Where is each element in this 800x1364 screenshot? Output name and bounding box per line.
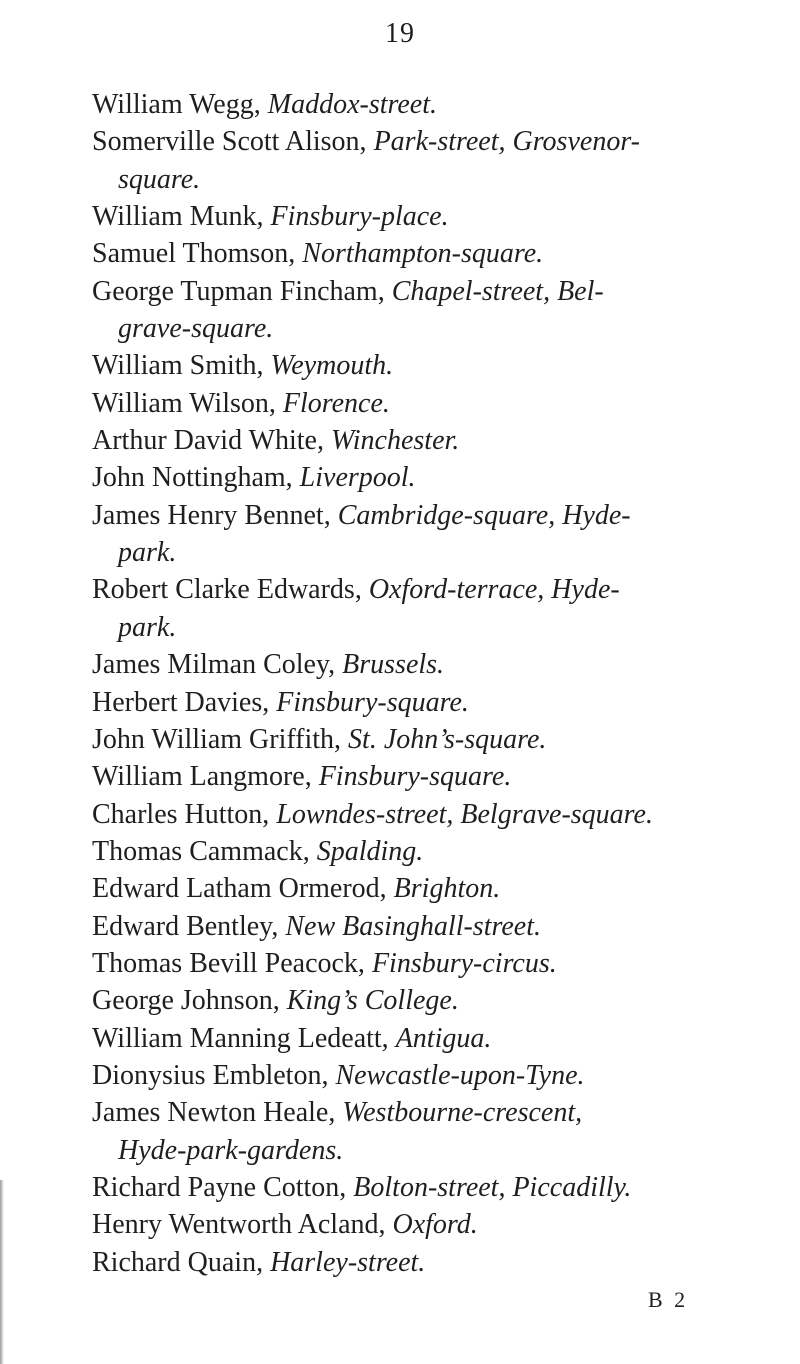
member-address: Maddox-street. (267, 89, 437, 120)
list-item (92, 459, 792, 496)
list-item (92, 123, 792, 198)
member-name: George Tupman Fincham, (92, 275, 392, 307)
member-address-continued: park. (118, 611, 177, 643)
member-address: Finsbury-square. (318, 761, 512, 793)
list-item (92, 497, 792, 572)
member-address: Northampton-square. (302, 238, 544, 270)
member-address: Cambridge-square, Hyde- (337, 499, 631, 531)
member-name: William Wilson, (92, 387, 283, 419)
member-address: Oxford-terrace, Hyde- (368, 574, 620, 606)
member-address: Weymouth. (270, 350, 394, 382)
member-address-continued: square. (118, 163, 201, 195)
member-name: Henry Wentworth Acland, (92, 1209, 393, 1241)
list-item (92, 571, 792, 646)
member-address-continued: grave-square. (118, 313, 274, 345)
member-name: George Johnson, (92, 985, 287, 1017)
list-item (92, 833, 792, 870)
member-address: Finsbury-square. (276, 686, 469, 718)
list-item (92, 1169, 792, 1206)
member-name: Richard Payne Cotton, (92, 1171, 354, 1203)
member-name: Samuel Thomson, (92, 238, 303, 270)
member-name: Thomas Cammack, (92, 835, 317, 867)
member-name: Thomas Bevill Peacock, (92, 947, 372, 979)
member-name: John William Griffith, (92, 723, 349, 755)
list-item (92, 870, 792, 907)
member-address: Winchester. (330, 425, 460, 457)
list-item (92, 908, 792, 945)
member-address: Spalding. (316, 835, 424, 867)
member-address: New Basinghall-street. (285, 910, 541, 942)
member-name: James Henry Bennet, (92, 499, 338, 531)
member-name: Edward Latham Ormerod, (92, 873, 394, 905)
list-item (92, 385, 792, 422)
member-address: Finsbury-circus. (371, 947, 557, 979)
list-item (92, 758, 792, 795)
member-address: Antigua. (395, 1022, 492, 1054)
member-name: Robert Clarke Edwards, (92, 574, 369, 606)
list-item (92, 86, 792, 123)
member-name: William Smith, (92, 350, 271, 382)
list-item (92, 1206, 792, 1243)
member-address: Harley-street. (270, 1246, 426, 1278)
member-name: Arthur David White, (92, 425, 331, 457)
member-address: Brighton. (393, 873, 501, 905)
member-address: Lowndes-street, Belgrave-square. (276, 798, 653, 830)
member-name: James Milman Coley, (92, 649, 343, 681)
list-item (92, 1094, 792, 1169)
member-address: Westbourne-crescent, (342, 1097, 583, 1129)
member-name: John Nottingham, (92, 462, 300, 494)
member-address: Bolton-street, Piccadilly. (353, 1171, 632, 1203)
member-address: Florence. (282, 387, 390, 419)
member-name: James Newton Heale, (92, 1097, 343, 1129)
list-item (92, 1020, 792, 1057)
list-item (92, 198, 792, 235)
list-item (92, 982, 792, 1019)
member-address: St. John’s-square. (348, 723, 547, 755)
list-item (92, 684, 792, 721)
member-name: Dionysius Embleton, (92, 1059, 336, 1091)
list-item (92, 721, 792, 758)
list-item (92, 235, 792, 272)
list-item (92, 796, 792, 833)
member-address: Park-street, Grosvenor- (373, 126, 640, 158)
member-address: Newcastle-upon-Tyne. (335, 1059, 585, 1091)
member-address: Chapel-street, Bel- (391, 275, 604, 307)
list-item (92, 1057, 792, 1094)
member-name: Charles Hutton, (92, 798, 277, 830)
signature-mark: B 2 (648, 1287, 689, 1312)
page-edge-shadow (0, 1180, 4, 1364)
member-name: William Langmore, (92, 761, 319, 793)
member-address-continued: park. (118, 537, 177, 569)
list-item (92, 273, 792, 348)
member-name: Herbert Davies, (92, 686, 277, 718)
member-address: King’s College. (286, 985, 459, 1017)
member-name: William Manning Ledeatt, (92, 1022, 396, 1054)
member-name: William Munk, (92, 201, 271, 233)
list-item (92, 1244, 792, 1281)
member-name: Somerville Scott Alison, (92, 126, 374, 158)
member-address: Liverpool. (299, 462, 416, 494)
member-address: Finsbury-place. (270, 201, 449, 233)
page-number: 19 (385, 18, 415, 49)
list-item (92, 347, 792, 384)
member-address: Oxford. (392, 1209, 478, 1241)
member-name: Edward Bentley, (92, 910, 286, 942)
member-address: Brussels. (342, 649, 445, 681)
member-name: William Wegg, (92, 89, 268, 120)
list-item (92, 945, 792, 982)
member-address-continued: Hyde-park-gardens. (118, 1134, 344, 1166)
member-list (92, 86, 792, 1281)
list-item (92, 422, 792, 459)
list-item (92, 646, 792, 683)
member-name: Richard Quain, (92, 1246, 271, 1278)
